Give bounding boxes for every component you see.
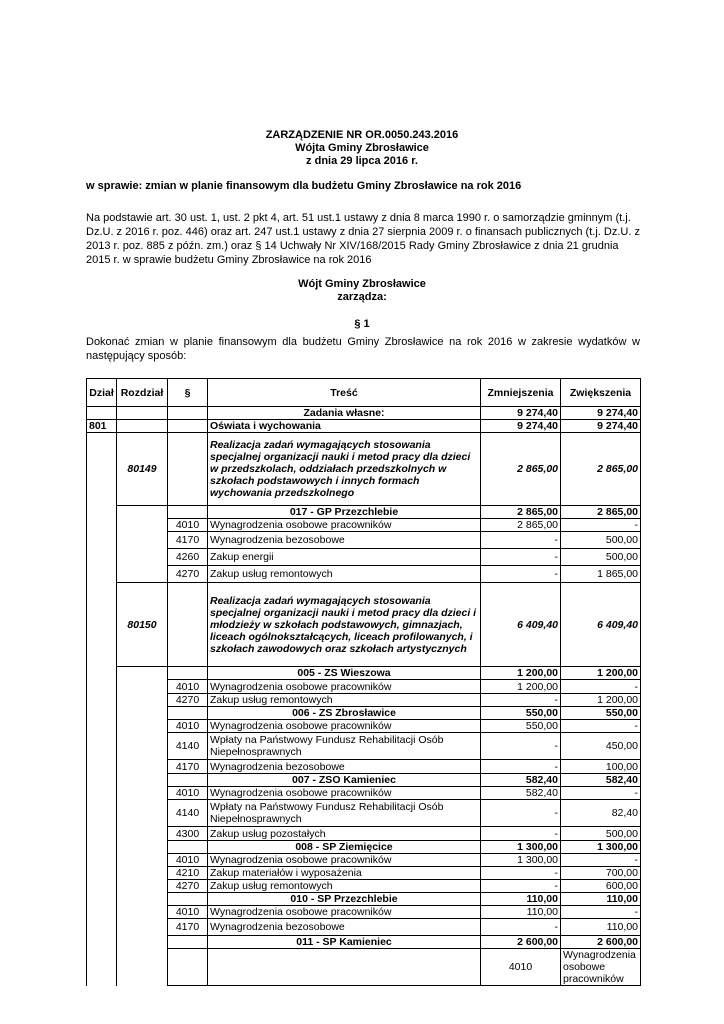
header-paragraph: §	[168, 379, 208, 407]
cell-rozdzial	[117, 506, 168, 583]
cell-rozdzial: 80149	[117, 433, 168, 506]
table-row	[87, 800, 641, 827]
cell-zwi: -	[561, 906, 641, 919]
cell-dzial: 801	[87, 420, 117, 433]
table-row-total	[87, 407, 641, 420]
cell-zmn: 6 409,40	[481, 583, 561, 667]
table-row	[87, 827, 641, 841]
table-row-unit	[87, 506, 641, 519]
cell-zmn: 9 274,40	[481, 420, 561, 433]
decree-issuer: Wójt Gminy Zbrosławice	[298, 278, 426, 290]
cell-zwi: 82,40	[561, 800, 641, 827]
cell-tresc: 006 - ZS Zbrosławice	[208, 707, 481, 720]
cell-par: 4010	[168, 519, 208, 532]
cell-zmn: 550,00	[481, 707, 561, 720]
cell-dzial	[168, 949, 208, 986]
header-dzial: Dział	[87, 379, 117, 407]
cell-zmn: 1 300,00	[481, 841, 561, 854]
cell-zmn: -	[481, 827, 561, 841]
cell-zmn: -	[481, 760, 561, 774]
cell-tresc: Wynagrodzenia osobowe pracowników	[208, 680, 481, 694]
cell-tresc: Zakup usług remontowych	[208, 566, 481, 583]
cell-zmn: -	[481, 549, 561, 566]
document-subject: w sprawie: zmian w planie finansowym dla budżetu Gminy Zbrosławice na rok 2016	[86, 180, 522, 192]
cell-par	[168, 506, 208, 519]
table-row	[87, 733, 641, 760]
cell-zwi: 582,40	[561, 774, 641, 787]
table-row	[87, 854, 641, 867]
cell-zmn: 1 300,00	[481, 854, 561, 867]
table-row	[87, 906, 641, 919]
cell-tresc: Zakup materiałów i wyposażenia	[208, 867, 481, 880]
cell-dzial	[87, 433, 117, 986]
cell-dzial	[87, 407, 117, 420]
cell-tresc: Wynagrodzenia osobowe pracowników	[208, 519, 481, 532]
legal-basis: Na podstawie art. 30 ust. 1, ust. 2 pkt 4, art. 51 ust.1 ustawy z dnia 8 marca 1990 r. o samorządzie gminnym (t.j. Dz.U. z 2016 r. poz. 446) oraz art. 247 ust.1 ustawy z dnia 27 sierpnia 2009 r. o finansach publicznych (t.j. Dz.U. z 2013 r. poz. 885 z późn. zm.) oraz § 14 Uchwały Nr XIV/168/2015 Rady Gminy Zbrosławice z dnia 21 grudnia 2015 r. w sprawie budżetu Gminy Zbrosławice na rok 2016	[86, 212, 640, 266]
table-row	[87, 720, 641, 733]
cell-rozdzial	[208, 949, 481, 986]
cell-par	[168, 420, 208, 433]
cell-zmn: -	[481, 919, 561, 936]
cell-tresc: Wynagrodzenia bezosobowe	[208, 919, 481, 936]
table-row	[87, 694, 641, 707]
cell-tresc: Wynagrodzenia osobowe pracowników	[208, 854, 481, 867]
cell-zwi: 1 865,00	[561, 566, 641, 583]
cell-par	[168, 583, 208, 667]
cell-par: 4270	[168, 694, 208, 707]
issuer: Wójta Gminy Zbrosławice	[295, 142, 429, 154]
cell-zwi: 500,00	[561, 827, 641, 841]
cell-zwi: 9 274,40	[561, 407, 641, 420]
cell-zwi: 2 865,00	[561, 506, 641, 519]
table-row	[87, 880, 641, 893]
cell-par: 4010	[168, 854, 208, 867]
cell-zmn: 1 200,00	[481, 680, 561, 694]
cell-zmn: -	[481, 733, 561, 760]
table-row-unit	[87, 893, 641, 906]
table-row-dzial	[87, 420, 641, 433]
table-row	[87, 760, 641, 774]
cell-zmn: -	[481, 880, 561, 893]
cell-rozdzial	[117, 407, 168, 420]
cell-zwi: 110,00	[561, 893, 641, 906]
table-row	[87, 566, 641, 583]
table-row-unit	[87, 774, 641, 787]
table-row	[87, 519, 641, 532]
table-row-unit	[87, 841, 641, 854]
cell-tresc: 008 - SP Ziemięcice	[208, 841, 481, 854]
table-row	[87, 549, 641, 566]
cell-tresc: Zakup energii	[208, 549, 481, 566]
section-mark: § 1	[354, 318, 370, 330]
cell-tresc: Wynagrodzenia osobowe pracowników	[208, 906, 481, 919]
cell-par	[168, 667, 208, 680]
cell-par	[168, 893, 208, 906]
cell-zmn: -	[481, 694, 561, 707]
cell-zwi: 500,00	[561, 532, 641, 549]
cell-zmn: 582,40	[481, 787, 561, 800]
table-row	[87, 787, 641, 800]
cell-tresc: Wynagrodzenia osobowe pracowników	[561, 949, 641, 986]
cell-par: 4210	[168, 867, 208, 880]
cell-zmn: 2 600,00	[481, 936, 561, 949]
cell-zwi: 550,00	[561, 707, 641, 720]
cell-par	[168, 841, 208, 854]
table-row-rozdzial	[87, 433, 641, 506]
cell-zmn: 2 865,00	[481, 519, 561, 532]
cell-par: 4010	[168, 720, 208, 733]
cell-zwi: -	[561, 787, 641, 800]
table-row	[87, 867, 641, 880]
cell-zwi: -	[561, 680, 641, 694]
cell-zwi: 450,00	[561, 733, 641, 760]
cell-zwi: 100,00	[561, 760, 641, 774]
cell-par: 4170	[168, 919, 208, 936]
table-row	[87, 532, 641, 549]
cell-par: 4010	[168, 906, 208, 919]
cell-tresc: 007 - ZSO Kamieniec	[208, 774, 481, 787]
cell-zwi: 110,00	[561, 919, 641, 936]
table-header-row	[87, 379, 641, 407]
cell-par: 4010	[168, 680, 208, 694]
table-row-unit	[87, 667, 641, 680]
cell-par	[168, 936, 208, 949]
cell-tresc: Zakup usług pozostałych	[208, 827, 481, 841]
cell-zmn: 2 865,00	[481, 433, 561, 506]
cell-rozdzial	[117, 667, 168, 986]
cell-tresc: Zakup usług remontowych	[208, 880, 481, 893]
budget-changes-table	[86, 378, 641, 986]
cell-zwi: 600,00	[561, 880, 641, 893]
cell-zmn: -	[481, 532, 561, 549]
cell-tresc: Realizacja zadań wymagających stosowania specjalnej organizacji nauki i metod pracy dla dzieci w przedszkolach, oddziałach przedszkolnych w szkołach podstawowych i innych formach wychowania przedszkolnego	[208, 433, 481, 506]
cell-zmn: 550,00	[481, 720, 561, 733]
cell-zmn: 582,40	[481, 774, 561, 787]
cell-tresc: Wpłaty na Państwowy Fundusz Rehabilitacji Osób Niepełnosprawnych	[208, 800, 481, 827]
cell-par: 4270	[168, 880, 208, 893]
table-row	[87, 949, 641, 986]
cell-zwi: -	[561, 854, 641, 867]
cell-par	[168, 433, 208, 506]
cell-par: 4010	[168, 787, 208, 800]
cell-zmn: 110,00	[481, 906, 561, 919]
table-row-unit	[87, 707, 641, 720]
table-row	[87, 919, 641, 936]
cell-zmn: 2 865,00	[481, 506, 561, 519]
cell-par: 4300	[168, 827, 208, 841]
cell-zwi: -	[561, 519, 641, 532]
table-row	[87, 680, 641, 694]
cell-tresc: Oświata i wychowania	[208, 420, 481, 433]
header-zmniejszenia: Zmniejszenia	[481, 379, 561, 407]
cell-rozdzial	[117, 420, 168, 433]
cell-zwi: 2 600,00	[561, 936, 641, 949]
cell-par: 4010	[481, 949, 561, 986]
cell-rozdzial: 80150	[117, 583, 168, 667]
cell-zmn: -	[481, 867, 561, 880]
cell-par	[168, 774, 208, 787]
document-title: ZARZĄDZENIE NR OR.0050.243.2016	[265, 129, 459, 141]
cell-par: 4140	[168, 800, 208, 827]
document-date: z dnia 29 lipca 2016 r.	[306, 155, 418, 167]
cell-tresc: Zadania własne:	[208, 407, 481, 420]
cell-tresc: Wynagrodzenia bezosobowe	[208, 532, 481, 549]
cell-zwi: 1 200,00	[561, 694, 641, 707]
header-tresc: Treść	[208, 379, 481, 407]
cell-par: 4260	[168, 549, 208, 566]
cell-zwi: 9 274,40	[561, 420, 641, 433]
cell-par: 4170	[168, 760, 208, 774]
cell-par: 4170	[168, 532, 208, 549]
cell-tresc: Zakup usług remontowych	[208, 694, 481, 707]
section-paragraph: Dokonać zmian w planie finansowym dla budżetu Gminy Zbrosławice na rok 2016 w zakresie wydatków w następujący sposób:	[86, 336, 640, 362]
cell-zmn: 110,00	[481, 893, 561, 906]
cell-zwi: 500,00	[561, 549, 641, 566]
cell-tresc: 011 - SP Kamieniec	[208, 936, 481, 949]
cell-zmn: 1 200,00	[481, 667, 561, 680]
cell-tresc: Wynagrodzenia osobowe pracowników	[208, 720, 481, 733]
table-row-rozdzial	[87, 583, 641, 667]
cell-zmn: 9 274,40	[481, 407, 561, 420]
cell-tresc: Realizacja zadań wymagających stosowania specjalnej organizacji nauki i metod pracy dla dzieci i młodzieży w szkołach podstawowych, gimnazjach, liceach ogólnokształcących, liceach profilowanych, i szkołach zawodowych oraz szkołach artystycznych	[208, 583, 481, 667]
table-row-unit	[87, 936, 641, 949]
cell-par	[168, 407, 208, 420]
cell-zmn: -	[481, 566, 561, 583]
cell-tresc: 017 - GP Przezchlebie	[208, 506, 481, 519]
header-zwiekszenia: Zwiększenia	[561, 379, 641, 407]
cell-tresc: Wpłaty na Państwowy Fundusz Rehabilitacji Osób Niepełnosprawnych	[208, 733, 481, 760]
header-rozdzial: Rozdział	[117, 379, 168, 407]
cell-zwi: 6 409,40	[561, 583, 641, 667]
cell-par: 4270	[168, 566, 208, 583]
cell-zwi: -	[561, 720, 641, 733]
cell-tresc: Wynagrodzenia bezosobowe	[208, 760, 481, 774]
cell-tresc: Wynagrodzenia osobowe pracowników	[208, 787, 481, 800]
cell-zmn: -	[481, 800, 561, 827]
cell-zwi: 700,00	[561, 867, 641, 880]
cell-zwi: 1 200,00	[561, 667, 641, 680]
cell-par	[168, 707, 208, 720]
cell-par: 4140	[168, 733, 208, 760]
cell-tresc: 010 - SP Przezchlebie	[208, 893, 481, 906]
cell-zwi: 1 300,00	[561, 841, 641, 854]
cell-zwi: 2 865,00	[561, 433, 641, 506]
decree-verb: zarządza:	[337, 291, 387, 303]
cell-tresc: 005 - ZS Wieszowa	[208, 667, 481, 680]
